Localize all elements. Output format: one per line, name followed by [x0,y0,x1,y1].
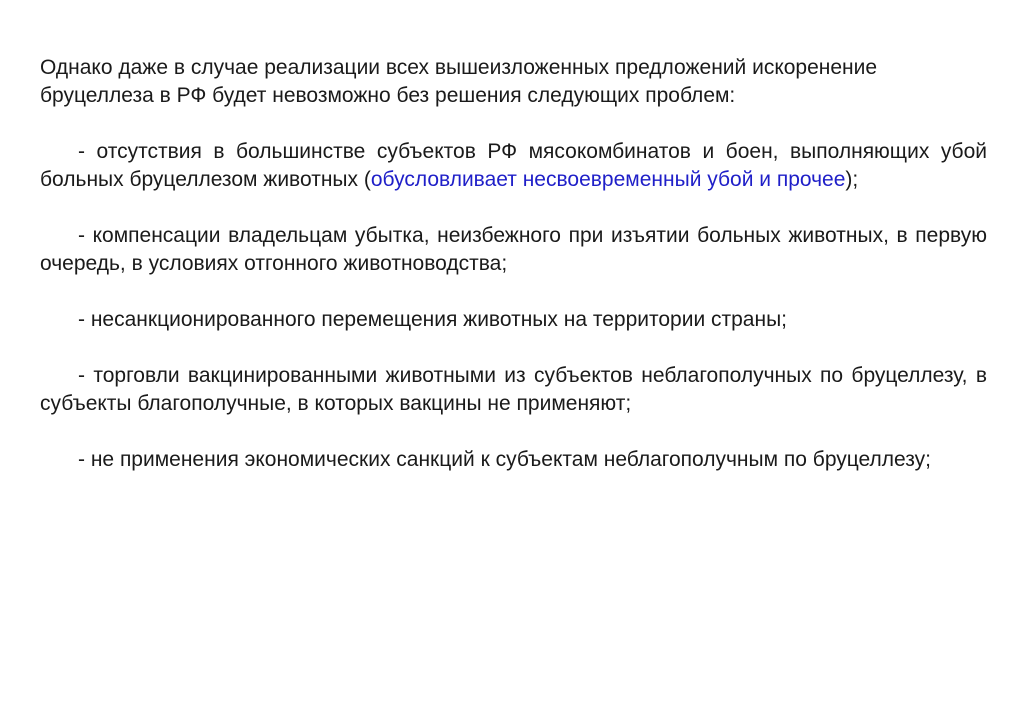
problem-item-2: - компенсации владельцам убытка, неизбежного при изъятии больных животных, в первую очередь, в условиях отгонного животноводства; [40,224,987,275]
problem-item-3: - несанкционированного перемещения животных на территории страны; [78,308,788,331]
intro-paragraph: Однако даже в случае реализации всех вышеизложенных предложений искоренение бруцеллеза в РФ будет невозможно без решения следующих проблем: [40,56,878,107]
document-body [40,54,987,474]
problem-item-1 [40,138,987,194]
problem-item-1-text: - отсутствия в большинстве субъектов РФ мясокомбинатов и боен, выполняющих убой больных бруцеллезом животных ( [40,140,987,191]
problem-item-5: - не применения экономических санкций к субъектам неблагополучным по бруцеллезу; [78,448,931,471]
problem-item-1-highlight: обусловливает несвоевременный убой и прочее [370,168,846,191]
problem-item-4: - торговли вакцинированными животными из субъектов неблагополучных по бруцеллезу, в субъекты благополучные, в которых вакцины не применяют; [40,364,987,415]
problem-item-1-closing: ); [845,168,859,191]
